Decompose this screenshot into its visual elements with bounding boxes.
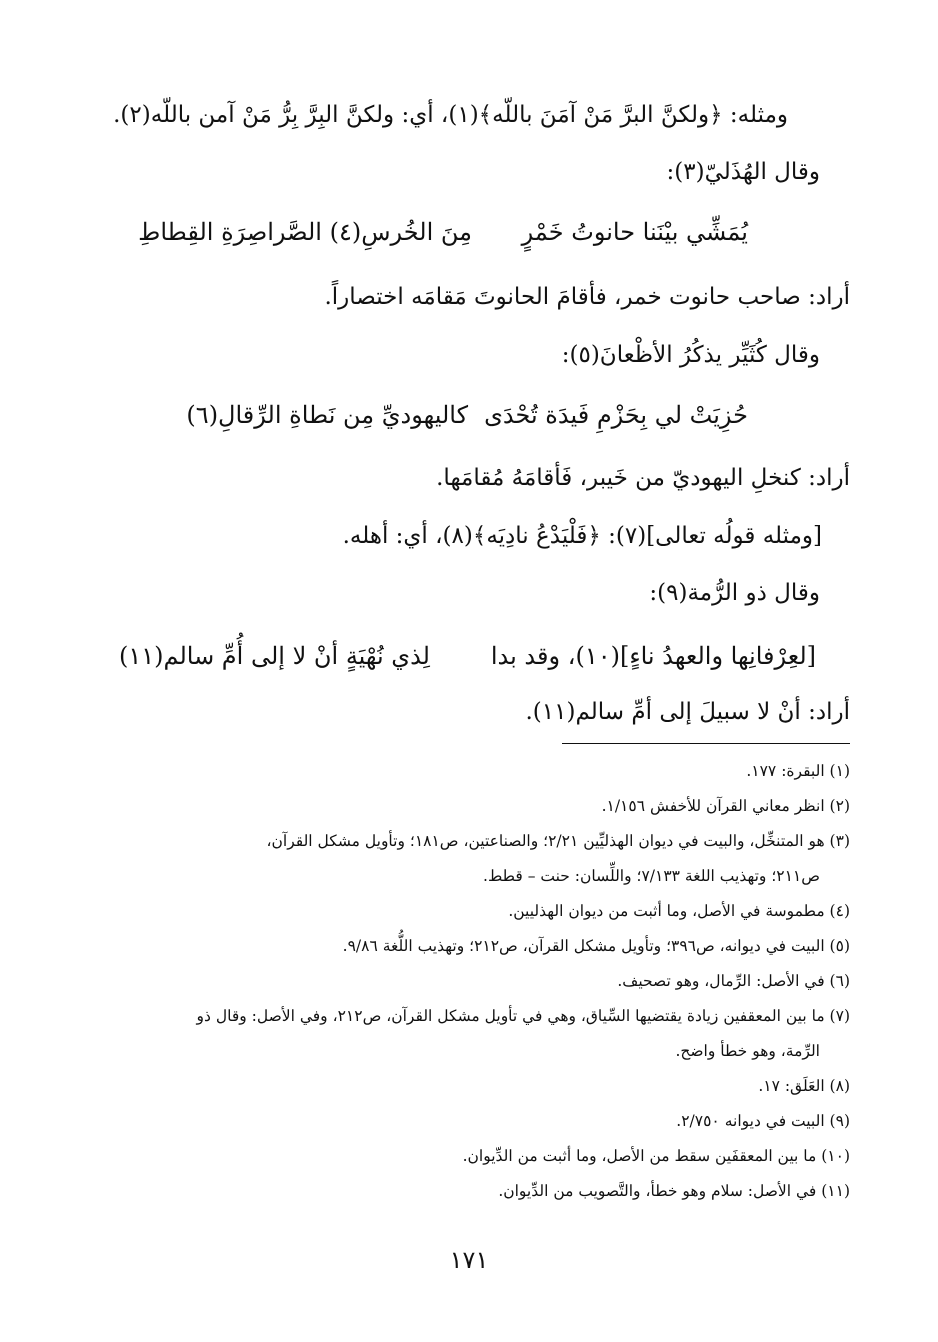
footnote-7-continued: الرِّمة، وهو خطأ واضح. — [675, 1042, 820, 1060]
verse-2-second-hemistich: كاليهوديِّ مِن نَطاةِ الرِّقالِ(٦) — [186, 401, 468, 429]
footnote-8: (٨) العَلَق: ١٧. — [758, 1077, 850, 1095]
text-line-4: وقال كُثَيِّر يذكُرُ الأظْعانَ(٥): — [561, 342, 820, 368]
footnote-11: (١١) في الأصل: سلام وهو خطأ، والتَّصويب من الدِّيوان. — [498, 1182, 850, 1200]
text-line-3: أراد: صاحب حانوت خمر، فأقامَ الحانوتَ مَقامَه اختصاراً. — [324, 284, 850, 310]
text-line-6: [ومثله قولُه تعالى](٧): ﴿فَلْيَدْعُ نادِيَه﴾(٨)، أي: أهله. — [342, 523, 822, 549]
footnote-3: (٣) هو المتنخِّل، والبيت في ديوان الهذليِّين ٢/٢١؛ والصناعتين، ص١٨١؛ وتأويل مشكل القرآن، — [266, 832, 850, 850]
text-line-1: ومثله: ﴿ولكنَّ البرَّ مَنْ آمَنَ باللّه﴾(١)، أي: ولكنَّ البِرَّ بِرُّ مَنْ آمن باللّه(٢). — [113, 102, 788, 128]
verse-1-second-hemistich: مِنَ الخُرسِ(٤) الصَّراصِرَةِ القِطاطِ — [138, 218, 472, 246]
text-line-2: وقال الهُذَليّ(٣): — [666, 159, 820, 185]
footnote-4: (٤) مطموسة في الأصل، وما أثبت من ديوان الهذليين. — [508, 902, 850, 920]
footnote-6: (٦) في الأصل: الرِّمال، وهو تصحيف. — [617, 972, 850, 990]
text-line-7: وقال ذو الرُّمة(٩): — [649, 580, 820, 606]
page-number: ١٧١ — [449, 1246, 489, 1274]
footnote-3-continued: ص٢١١؛ وتهذيب اللغة ٧/١٣٣؛ واللِّسان: حنت – قطط. — [483, 867, 820, 885]
footnote-2: (٢) انظر معاني القرآن للأخفش ١/١٥٦. — [601, 797, 850, 815]
footnote-10: (١٠) ما بين المعقفَين سقط من الأصل، وما أثبت من الدِّيوان. — [462, 1147, 850, 1165]
footnote-1: (١) البقرة: ١٧٧. — [746, 762, 850, 780]
verse-1-first-hemistich: يُمَشِّي بيْنَنا حانوتُ خَمْرٍ — [521, 218, 748, 246]
verse-2-first-hemistich: حُزِيَتْ لي بِحَزْمِ فَيدَة تُحْدَى — [484, 401, 748, 429]
footnote-separator — [562, 743, 850, 744]
text-line-8: أراد: أنْ لا سبيلَ إلى أمِّ سالم(١١). — [525, 699, 850, 725]
footnote-5: (٥) البيت في ديوانه، ص٣٩٦؛ وتأويل مشكل القرآن، ص٢١٢؛ وتهذيب اللُّغة ٩/٨٦. — [342, 937, 850, 955]
text-line-5: أراد: كنخلِ اليهوديّ من خَيبر، فَأقامَهُ مُقامَها. — [436, 465, 850, 491]
verse-3-second-hemistich: لِذي نُهْيَةٍ أنْ لا إلى أُمِّ سالم(١١) — [118, 642, 430, 670]
verse-3-first-hemistich: [لعِرْفانِها والعهدُ ناءٍ](١٠)، وقد بدا — [490, 642, 816, 670]
footnote-7: (٧) ما بين المعقفين زيادة يقتضيها السِّياق، وهي في تأويل مشكل القرآن، ص٢١٢، وفي الأصل: وقال ذو — [196, 1007, 850, 1025]
footnote-9: (٩) البيت في ديوانه ٢/٧٥٠. — [676, 1112, 850, 1130]
